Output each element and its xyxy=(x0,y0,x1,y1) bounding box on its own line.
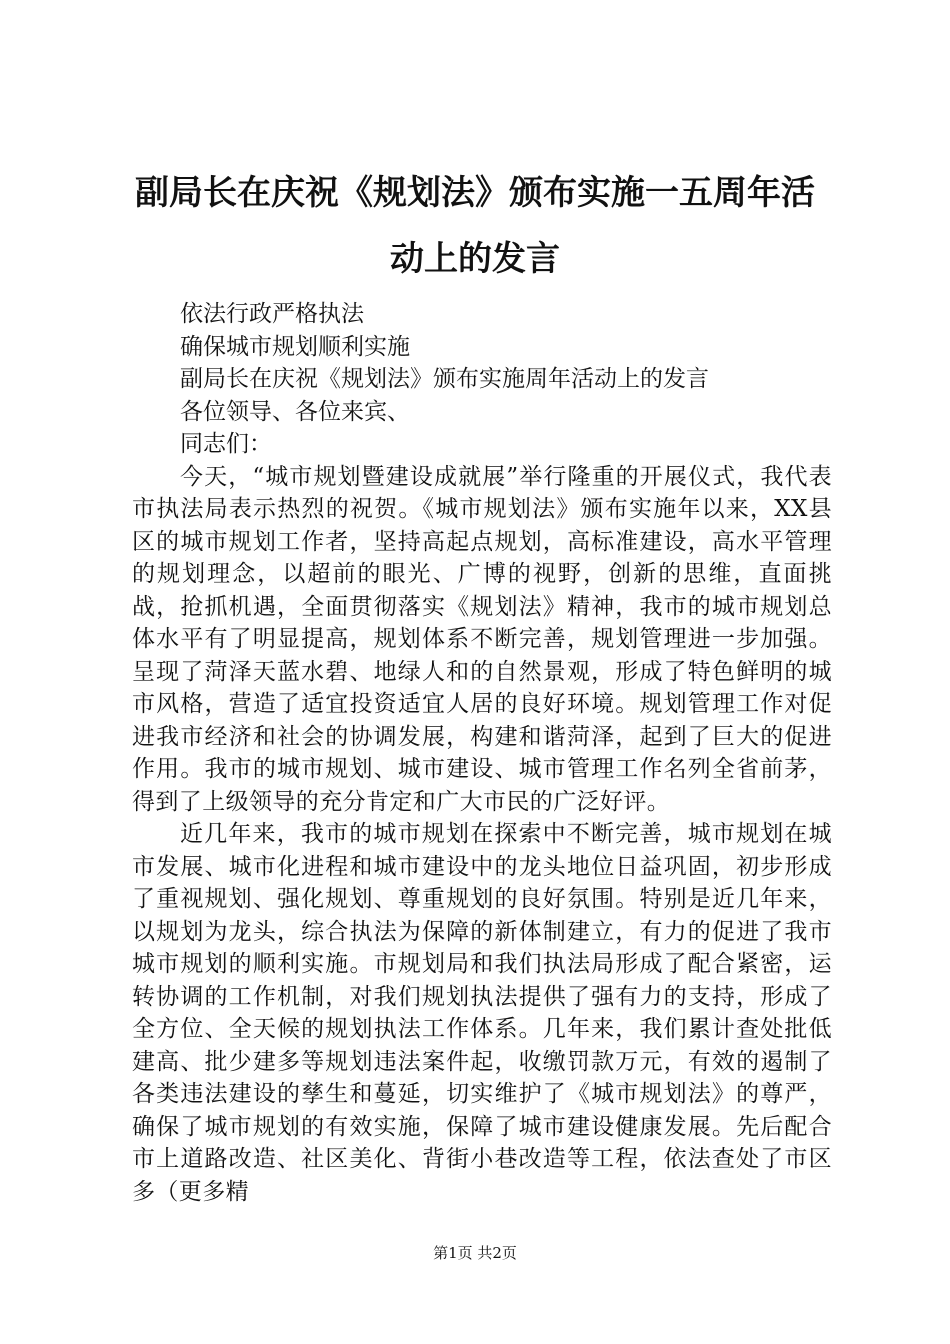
paragraph-1: 今天，“城市规划暨建设成就展”举行隆重的开展仪式，我代表市执法局表示热烈的祝贺。《城市规划法》颁布实施年以来，XX县区的城市规划工作者，坚持高起点规划，高标准建设，高水平管理的规划理念，以超前的眼光、广博的视野，创新的思维，直面挑战，抢抓机遇，全面贯彻落实《规划法》精神，我市的城市规划总体水平有了明显提高，规划体系不断完善，规划管理进一步加强。呈现了菏泽天蓝水碧、地绿人和的自然景观，形成了特色鲜明的城市风格，营造了适宜投资适宜人居的良好环境。规划管理工作对促进我市经济和社会的协调发展，构建和谐菏泽，起到了巨大的促进作用。我市的城市规划、城市建设、城市管理工作名列全省前茅，得到了上级领导的充分肯定和广大市民的广泛好评。 xyxy=(132,463,832,815)
document-title: 副局长在庆祝《规划法》颁布实施一五周年活动上的发言 xyxy=(135,173,815,279)
intro-line-2: 确保城市规划顺利实施 xyxy=(180,333,410,360)
intro-line-3: 副局长在庆祝《规划法》颁布实施周年活动上的发言 xyxy=(180,366,709,392)
page-footer: 第1页 共2页 xyxy=(433,1244,517,1262)
intro-line-1: 依法行政严格执法 xyxy=(180,301,364,327)
paragraph-2: 近几年来，我市的城市规划在探索中不断完善，城市规划在城市发展、城市化进程和城市建设中的龙头地位日益巩固，初步形成了重视规划、强化规划、尊重规划的良好氛围。特别是近几年来，以规划为龙头，综合执法为保障的新体制建立，有力的促进了我市城市规划的顺利实施。市规划局和我们执法局形成了配合紧密，运转协调的工作机制，对我们规划执法提供了强有力的支持，形成了全方位、全天候的规划执法工作体系。几年来，我们累计查处批低建高、批少建多等规划违法案件起，收缴罚款万元，有效的遏制了各类违法建设的孳生和蔓延，切实维护了《城市规划法》的尊严，确保了城市规划的有效实施，保障了城市建设健康发展。先后配合市上道路改造、社区美化、背街小巷改造等工程，依法查处了市区多（更多精 xyxy=(132,821,832,1205)
intro-line-4: 各位领导、各位来宾、 xyxy=(180,398,410,425)
document-body xyxy=(132,298,832,1208)
intro-line-5: 同志们： xyxy=(180,431,272,457)
